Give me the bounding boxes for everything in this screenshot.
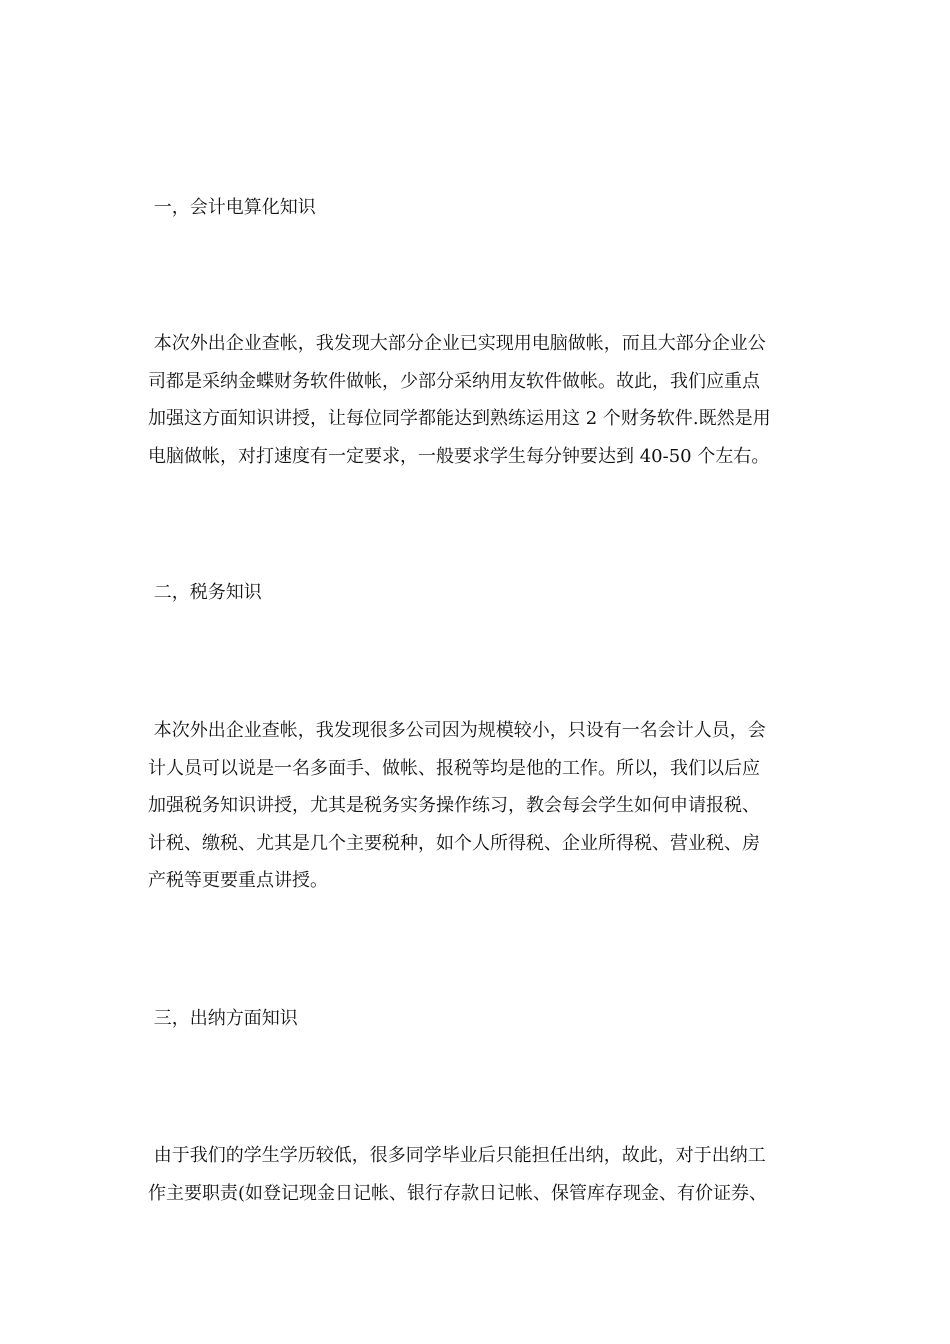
paragraph-line: 司都是采纳金蝶财务软件做帐，少部分采纳用友软件做帐。故此，我们应重点 [148, 370, 760, 392]
section-heading-tax-knowledge: 二，税务知识 [148, 582, 262, 603]
paragraph-line: 计人员可以说是一名多面手、做帐、报税等均是他的工作。所以，我们以后应 [148, 757, 760, 779]
paragraph-line: 作主要职责(如登记现金日记帐、银行存款日记帐、保管库存现金、有价证券、 [148, 1182, 768, 1204]
section-heading-cashier-knowledge: 三，出纳方面知识 [148, 1008, 298, 1029]
paragraph-line: 加强税务知识讲授，尤其是税务实务操作练习，教会每会学生如何申请报税、 [148, 795, 760, 816]
paragraph-line: 加强这方面知识讲授，让每位同学都能达到熟练运用这 2 个财务软件.既然是用 [148, 408, 771, 429]
paragraph-line: 产税等更要重点讲授。 [148, 870, 328, 891]
paragraph-line: 电脑做帐，对打速度有一定要求，一般要求学生每分钟要达到 40-50 个左右。 [148, 445, 770, 467]
paragraph-line: 由于我们的学生学历较低，很多同学毕业后只能担任出纳，故此，对于出纳工 [148, 1145, 766, 1166]
paragraph-line: 本次外出企业查帐，我发现大部分企业已实现用电脑做帐，而且大部分企业公 [148, 333, 766, 354]
section-paragraph-cashier-knowledge [148, 1137, 808, 1212]
section-paragraph-tax-knowledge [148, 712, 808, 900]
paragraph-line: 本次外出企业查帐，我发现很多公司因为规模较小，只设有一名会计人员，会 [148, 720, 766, 741]
paragraph-line: 计税、缴税、尤其是几个主要税种，如个人所得税、企业所得税、营业税、房 [148, 832, 760, 854]
section-paragraph-accounting-computerization [148, 325, 808, 475]
section-heading-accounting-computerization: 一，会计电算化知识 [148, 197, 316, 218]
